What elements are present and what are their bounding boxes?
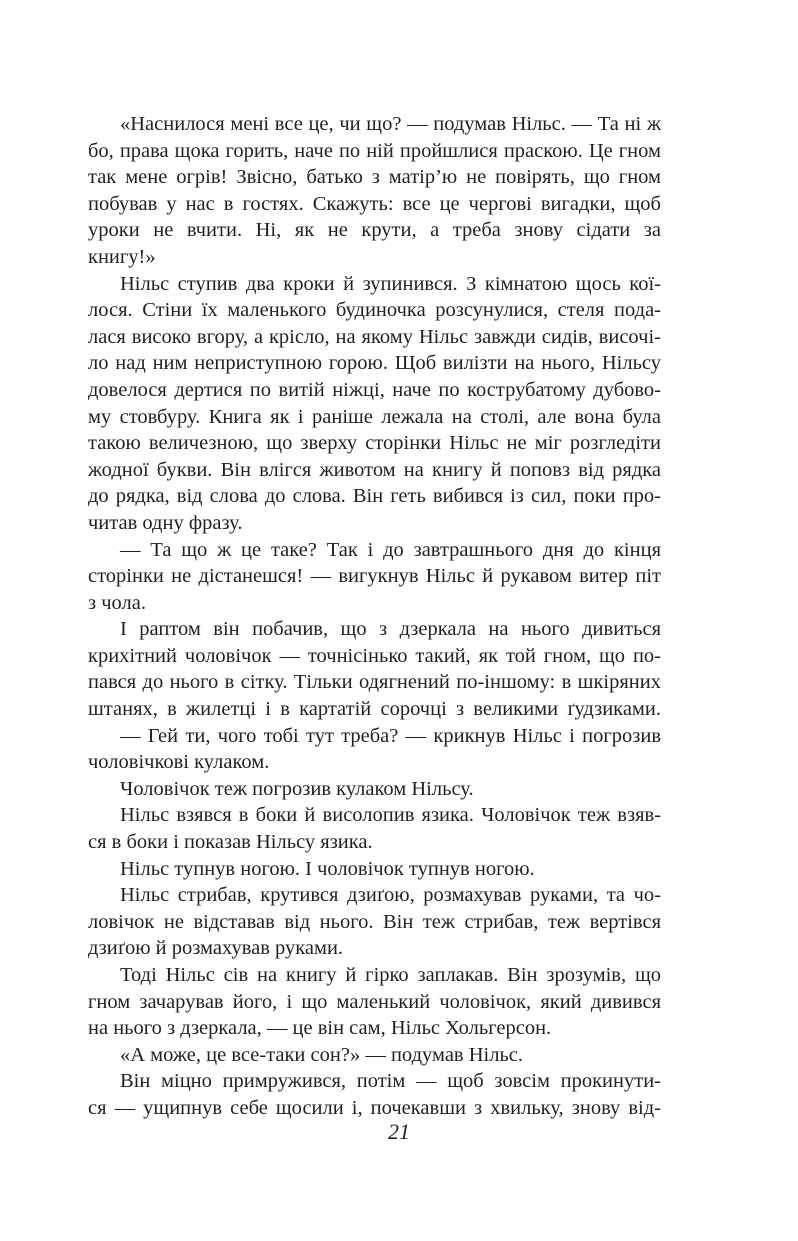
text-line: такою величезною, що зверху сторінки Нільс не міг розгледіти xyxy=(88,432,661,455)
text-line: бо, права щока горить, наче по ній пройшлися праскою. Це гном xyxy=(88,139,661,162)
text-line: Нільс ступив два кроки й зупинився. З кімнатою щось коï- xyxy=(120,272,661,295)
text-line: Він міцно примружився, потім — щоб зовсім прокинути- xyxy=(120,1070,661,1093)
text-line: читав одну фразу. xyxy=(88,511,243,534)
text-line: Нільс стрибав, крутився дзиґою, розмахував руками, та чо- xyxy=(120,884,661,907)
text-line: чоловічкові кулаком. xyxy=(88,751,270,774)
text-line: лася високо вгору, а крісло, на якому Нільс завжди сидів, височі- xyxy=(88,325,661,348)
text-line: ся в боки і показав Нільсу язика. xyxy=(88,831,373,854)
text-line: ло над ним неприступною горою. Щоб вилізти на нього, Нільсу xyxy=(88,352,661,375)
text-line: побував у нас в гостях. Скажуть: все це чергові вигадки, щоб xyxy=(88,192,661,215)
text-line: крихітний чоловічок — точнісінько такий, як той гном, що по- xyxy=(88,644,661,667)
text-line: гном зачарував його, і що маленький чоловічок, який дивився xyxy=(88,990,661,1013)
text-line: «Наснилося мені все це, чи що? — подумав Нільс. — Та ні ж xyxy=(120,113,661,135)
text-line: жодної букви. Він влігся животом на книгу й поповз від рядка xyxy=(88,458,661,481)
text-line: на нього з дзеркала, — це він сам, Нільс Хольгерсон. xyxy=(88,1017,552,1040)
text-line: Нільс тупнув ногою. І чоловічок тупнув ногою. xyxy=(120,857,535,880)
text-line: з чола. xyxy=(88,591,146,614)
text-line: штанях, в жилетці і в картатій сорочці з великими ґудзиками. xyxy=(88,698,661,721)
text-line: му стовбуру. Книга як і раніше лежала на столі, але вона була xyxy=(88,405,661,428)
text-line: дзиґою й розмахував руками. xyxy=(88,937,344,960)
text-line: І раптом він побачив, що з дзеркала на нього дивиться xyxy=(120,618,661,641)
text-line: ловічок не відставав від нього. Він теж стрибав, теж вертівся xyxy=(88,910,661,933)
text-line: лося. Стіни їх маленького будиночка розсунулися, стеля пода- xyxy=(88,299,661,322)
text-line: «А може, це все-таки сон?» — подумав Нільс. xyxy=(120,1043,524,1066)
text-line: до рядка, від слова до слова. Він геть вибився із сил, поки про- xyxy=(88,485,661,508)
page-number: 21 xyxy=(388,1119,410,1144)
text-line: — Гей ти, чого тобі тут треба? — крикнув Нільс і погрозив xyxy=(120,724,661,747)
text-line: так мене огрів! Звісно, батько з матір’ю не повірять, що гном xyxy=(88,166,661,189)
text-line: ся — ущипнув себе щосили і, почекавши з хвильку, знову від- xyxy=(88,1096,661,1119)
text-line: пався до нього в сітку. Тільки одягнений по-іншому: в шкіряних xyxy=(88,671,661,694)
text-line: сторінки не дістанешся! — вигукнув Нільс й рукавом витер піт xyxy=(88,565,661,588)
text-line: Тоді Нільс сів на книгу й гірко заплакав. Він зрозумів, що xyxy=(120,964,661,986)
text-line: Нільс взявся в боки й висолопив язика. Чоловічок теж взяв- xyxy=(120,804,661,827)
text-line: Чоловічок теж погрозив кулаком Нільсу. xyxy=(120,777,474,800)
text-line: довелося дертися по витій ніжці, наче по кострубатому дубово- xyxy=(88,378,661,401)
body-text xyxy=(88,111,661,1122)
text-line: — Та що ж це таке? Так і до завтрашнього дня до кінця xyxy=(120,538,661,561)
text-line: уроки не вчити. Ні, як не крути, а треба знову сідати за xyxy=(88,219,661,242)
text-line: книгу!» xyxy=(88,245,156,268)
